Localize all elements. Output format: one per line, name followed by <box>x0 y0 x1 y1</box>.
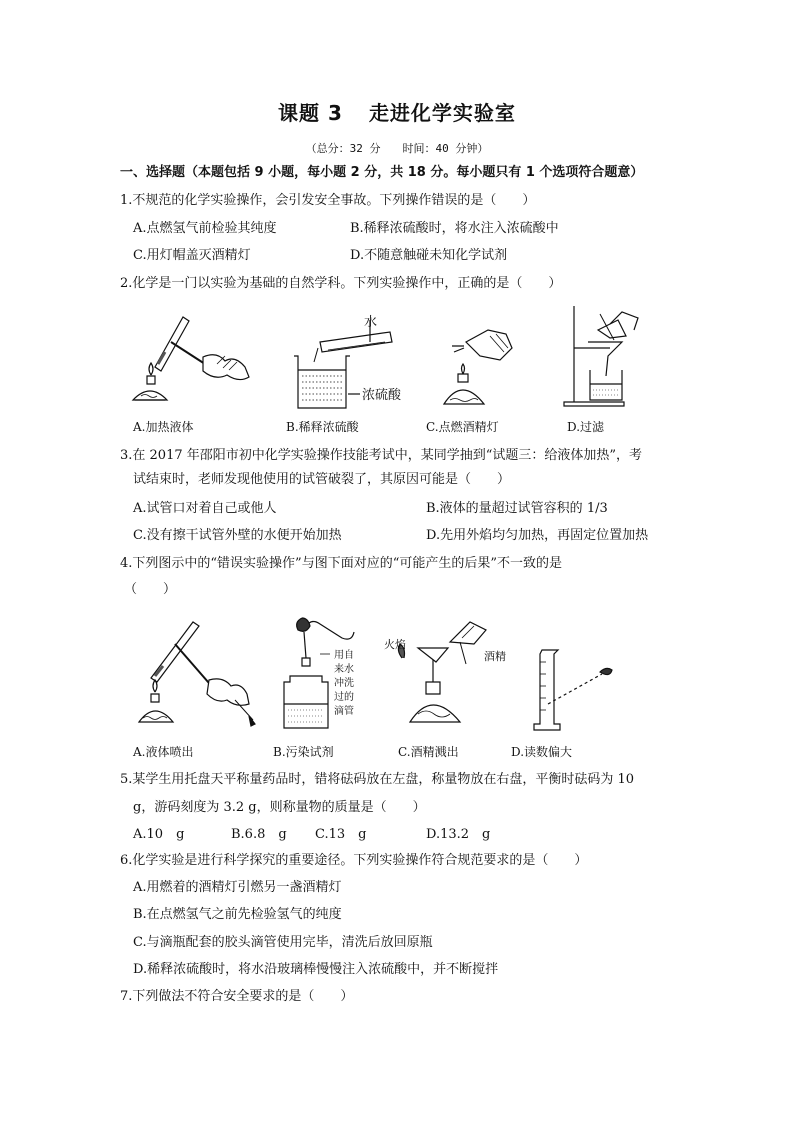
question-5-option-a[interactable]: A.10 g <box>133 827 185 842</box>
reading-cylinder-figure <box>530 648 630 732</box>
question-5-stem-line1: 5.某学生用托盘天平称量药品时，错将砝码放在左盘，称量物放在右盘，平衡时砝码为 10 <box>120 772 635 787</box>
question-3-option-d[interactable]: D.先用外焰均匀加热，再固定位置加热 <box>426 528 649 543</box>
dropper-note-line: 过的 <box>334 692 354 703</box>
acid-label: 浓硫酸 <box>362 388 402 403</box>
question-5-stem-line2: g，游码刻度为 3.2 g，则称量物的质量是（ ） <box>133 800 426 815</box>
dropper-note-line: 滴管 <box>334 706 354 717</box>
question-3-option-a[interactable]: A.试管口对着自己或他人 <box>133 501 277 516</box>
question-5-option-d[interactable]: D.13.2 g <box>426 827 491 842</box>
heating-liquid-figure <box>125 312 255 412</box>
question-2-option-c[interactable]: C.点燃酒精灯 <box>426 420 499 434</box>
question-4-option-b[interactable]: B.污染试剂 <box>273 745 334 759</box>
question-1-stem: 1.不规范的化学实验操作，会引发安全事故。下列操作错误的是（ ） <box>120 193 536 208</box>
title-lesson-name: 走进化学实验室 <box>368 101 516 125</box>
time-limit: 时间：40 分钟） <box>402 142 489 155</box>
question-6-option-c[interactable]: C.与滴瓶配套的胶头滴管使用完毕，清洗后放回原瓶 <box>133 935 433 950</box>
question-2-option-a[interactable]: A.加热液体 <box>133 420 194 434</box>
question-3-stem-line1: 3.在 2017 年邵阳市初中化学实验操作技能考试中，某同学抽到“试题三：给液体加热”，考 <box>120 448 643 463</box>
question-3-option-b[interactable]: B.液体的量超过试管容积的 1/3 <box>426 501 608 516</box>
question-4-option-c[interactable]: C.酒精溅出 <box>398 745 459 759</box>
question-2-option-d[interactable]: D.过滤 <box>567 420 605 434</box>
question-5-option-c[interactable]: C.13 g <box>315 827 367 842</box>
total-score: （总分：32 分 <box>305 142 381 155</box>
lighting-lamp-figure <box>440 320 530 412</box>
question-1-option-a[interactable]: A.点燃氢气前检验其纯度 <box>133 221 277 236</box>
title-lesson-number: 课题 3 <box>278 101 343 125</box>
alcohol-spill-figure <box>384 614 514 732</box>
filtration-figure <box>560 300 650 410</box>
question-2-stem: 2.化学是一门以实验为基础的自然学科。下列实验操作中，正确的是（ ） <box>120 276 562 291</box>
question-4-stem-line2: （ ） <box>124 582 177 597</box>
contaminated-dropper-figure <box>276 610 376 734</box>
question-2-option-b[interactable]: B.稀释浓硫酸 <box>286 420 359 434</box>
alcohol-label: 酒精 <box>484 650 506 663</box>
section-heading: 一、选择题（本题包括 9 小题，每小题 2 分，共 18 分。每小题只有 1 个选项符合题意） <box>120 165 644 180</box>
dropper-note <box>334 648 357 717</box>
flame-label: 火焰 <box>384 638 406 651</box>
dropper-note-line: 用自 <box>334 650 354 661</box>
dilute-acid-figure <box>290 312 420 412</box>
question-6-option-b[interactable]: B.在点燃氢气之前先检验氢气的纯度 <box>133 907 342 922</box>
question-3-stem-line2: 试结束时，老师发现他使用的试管破裂了，其原因可能是（ ） <box>133 472 511 487</box>
question-1-option-c[interactable]: C.用灯帽盖灭酒精灯 <box>133 248 251 263</box>
page-subtitle <box>0 140 794 156</box>
dropper-note-line: 来水 <box>334 664 354 675</box>
question-4-stem-line1: 4.下列图示中的“错误实验操作”与图下面对应的“可能产生的后果”不一致的是 <box>120 556 562 571</box>
question-1-option-d[interactable]: D.不随意触碰未知化学试剂 <box>350 248 508 263</box>
question-6-option-a[interactable]: A.用燃着的酒精灯引燃另一盏酒精灯 <box>133 880 342 895</box>
question-3-option-c[interactable]: C.没有擦干试管外壁的水便开始加热 <box>133 528 342 543</box>
liquid-spray-figure <box>135 614 265 732</box>
dropper-note-line: 冲洗 <box>334 678 354 689</box>
question-6-stem: 6.化学实验是进行科学探究的重要途径。下列实验操作符合规范要求的是（ ） <box>120 853 588 868</box>
question-1-option-b[interactable]: B.稀释浓硫酸时，将水注入浓硫酸中 <box>350 221 559 236</box>
question-7-stem: 7.下列做法不符合安全要求的是（ ） <box>120 989 354 1004</box>
question-4-option-a[interactable]: A.液体喷出 <box>133 745 194 759</box>
question-4-option-d[interactable]: D.读数偏大 <box>511 745 573 759</box>
question-5-option-b[interactable]: B.6.8 g <box>231 827 287 842</box>
page-title <box>0 97 794 126</box>
question-6-option-d[interactable]: D.稀释浓硫酸时，将水沿玻璃棒慢慢注入浓硫酸中，并不断搅拌 <box>133 962 499 977</box>
water-label: 水 <box>364 315 378 330</box>
